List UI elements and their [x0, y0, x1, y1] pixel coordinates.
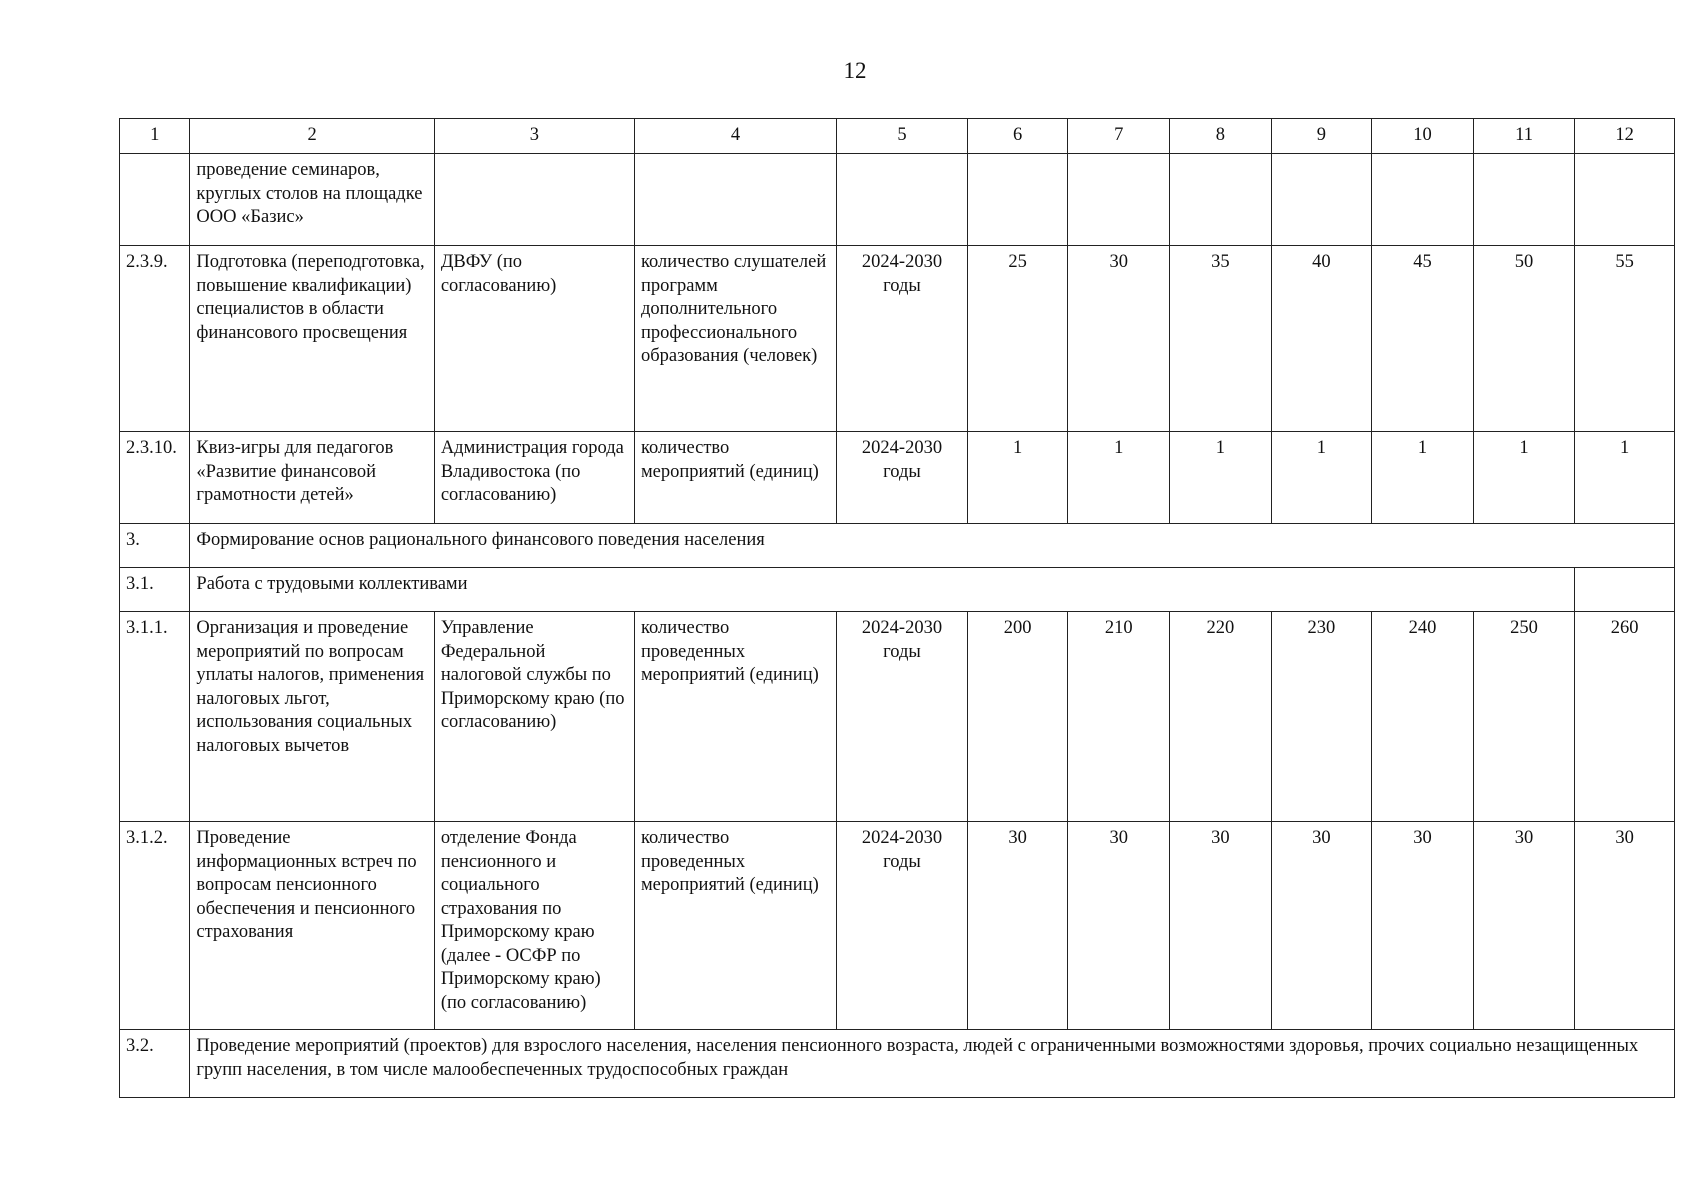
row-indicator: количество мероприятий (единиц) — [634, 432, 836, 524]
row-activity: Квиз-игры для педагогов «Развитие финансовой грамотности детей» — [190, 432, 434, 524]
row-period: 2024-2030 годы — [837, 612, 968, 822]
row-period: 2024-2030 годы — [837, 432, 968, 524]
row-value — [1271, 154, 1372, 246]
row-value: 30 — [1068, 246, 1170, 432]
row-value: 230 — [1271, 612, 1372, 822]
row-value: 50 — [1473, 246, 1575, 432]
header-cell: 6 — [967, 119, 1068, 154]
row-value: 250 — [1473, 612, 1575, 822]
row-value: 200 — [967, 612, 1068, 822]
row-value — [1068, 154, 1170, 246]
row-value: 30 — [1068, 822, 1170, 1030]
header-cell: 3 — [434, 119, 634, 154]
row-value: 1 — [1473, 432, 1575, 524]
page-number: 12 — [843, 58, 867, 83]
row-period: 2024-2030 годы — [837, 822, 968, 1030]
row-value — [1372, 154, 1474, 246]
measures-table — [119, 118, 1675, 1098]
row-executor — [434, 154, 634, 246]
row-executor: отделение Фонда пенсионного и социального страхования по Приморскому краю (далее - ОСФР по Приморскому краю) (по согласованию) — [434, 822, 634, 1030]
row-value: 30 — [967, 822, 1068, 1030]
header-cell: 4 — [634, 119, 836, 154]
header-row — [120, 119, 1675, 154]
row-indicator: количество проведенных мероприятий (единиц) — [634, 822, 836, 1030]
row-indicator: количество слушателей программ дополнительного профессионального образования (человек) — [634, 246, 836, 432]
row-value: 55 — [1575, 246, 1675, 432]
section-row — [120, 1030, 1675, 1098]
row-indicator — [634, 154, 836, 246]
row-value: 1 — [1575, 432, 1675, 524]
row-value: 35 — [1170, 246, 1272, 432]
header-cell: 10 — [1372, 119, 1474, 154]
table-row — [120, 154, 1675, 246]
header-cell: 12 — [1575, 119, 1675, 154]
row-value — [967, 154, 1068, 246]
row-value: 1 — [1271, 432, 1372, 524]
table-row — [120, 246, 1675, 432]
row-executor: ДВФУ (по согласованию) — [434, 246, 634, 432]
row-value: 1 — [1170, 432, 1272, 524]
row-id — [120, 154, 190, 246]
row-period — [837, 154, 968, 246]
row-value: 45 — [1372, 246, 1474, 432]
row-value: 1 — [1068, 432, 1170, 524]
row-id: 2.3.10. — [120, 432, 190, 524]
row-activity: Подготовка (переподготовка, повышение квалификации) специалистов в области финансового просвещения — [190, 246, 434, 432]
row-value: 30 — [1473, 822, 1575, 1030]
header-cell: 1 — [120, 119, 190, 154]
section-title: Работа с трудовыми коллективами — [190, 568, 1575, 612]
header-cell: 8 — [1170, 119, 1272, 154]
header-cell: 7 — [1068, 119, 1170, 154]
header-cell: 9 — [1271, 119, 1372, 154]
section-id: 3. — [120, 524, 190, 568]
row-value: 30 — [1372, 822, 1474, 1030]
row-value: 1 — [1372, 432, 1474, 524]
empty-cell — [1575, 568, 1675, 612]
section-row — [120, 524, 1675, 568]
table-row — [120, 822, 1675, 1030]
row-activity: Организация и проведение мероприятий по вопросам уплаты налогов, применения налоговых льгот, использования социальных налоговых вычетов — [190, 612, 434, 822]
row-value: 220 — [1170, 612, 1272, 822]
row-value — [1473, 154, 1575, 246]
table-row — [120, 432, 1675, 524]
row-value: 240 — [1372, 612, 1474, 822]
row-id: 3.1.2. — [120, 822, 190, 1030]
row-executor: Администрация города Владивостока (по согласованию) — [434, 432, 634, 524]
row-id: 2.3.9. — [120, 246, 190, 432]
header-cell: 5 — [837, 119, 968, 154]
row-value: 25 — [967, 246, 1068, 432]
row-indicator: количество проведенных мероприятий (единиц) — [634, 612, 836, 822]
table-row — [120, 612, 1675, 822]
row-value: 1 — [967, 432, 1068, 524]
row-value: 210 — [1068, 612, 1170, 822]
row-activity: проведение семинаров, круглых столов на площадке ООО «Базис» — [190, 154, 434, 246]
row-activity: Проведение информационных встреч по вопросам пенсионного обеспечения и пенсионного страхования — [190, 822, 434, 1030]
row-value — [1575, 154, 1675, 246]
section-title: Проведение мероприятий (проектов) для взрослого населения, населения пенсионного возраста, людей с ограниченными возможностями здоровья, прочих социально незащищенных групп населения, в том числе малообеспеченных трудоспособных граждан — [190, 1030, 1675, 1098]
row-value: 30 — [1575, 822, 1675, 1030]
header-cell: 11 — [1473, 119, 1575, 154]
subsection-row — [120, 568, 1675, 612]
row-value: 40 — [1271, 246, 1372, 432]
row-value: 260 — [1575, 612, 1675, 822]
header-cell: 2 — [190, 119, 434, 154]
row-executor: Управление Федеральной налоговой службы по Приморскому краю (по согласованию) — [434, 612, 634, 822]
row-period: 2024-2030 годы — [837, 246, 968, 432]
section-id: 3.2. — [120, 1030, 190, 1098]
section-id: 3.1. — [120, 568, 190, 612]
section-title: Формирование основ рационального финансового поведения населения — [190, 524, 1675, 568]
row-id: 3.1.1. — [120, 612, 190, 822]
row-value: 30 — [1170, 822, 1272, 1030]
row-value: 30 — [1271, 822, 1372, 1030]
row-value — [1170, 154, 1272, 246]
